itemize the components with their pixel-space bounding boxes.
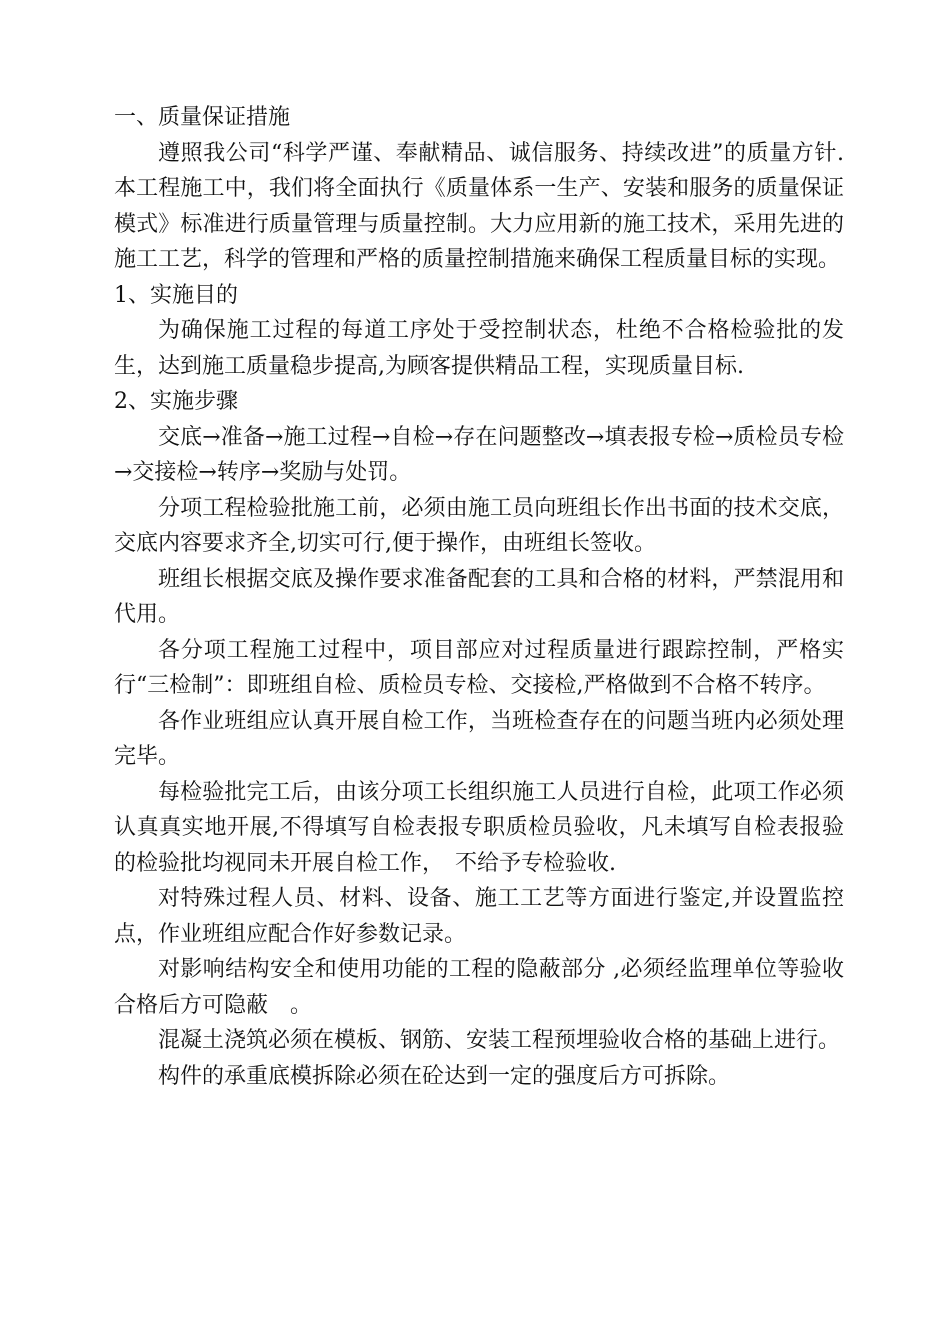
paragraph-quality-policy: 遵照我公司“科学严谨、奉献精品、诚信服务、持续改进”的质量方针.本工程施工中，我们将全面执行《质量体系一生产、安装和服务的质量保证模式》标准进行质量管理与质量控制。大力应用新的施工技术，采用先进的施工工艺，科学的管理和严格的质量控制措施来确保工程质量目标的实现。 <box>114 140 844 272</box>
paragraph-concrete-pouring: 混凝土浇筑必须在模板、钢筋、安装工程预埋验收合格的基础上进行。 <box>158 1028 841 1053</box>
paragraph-batch-inspection: 每检验批完工后，由该分项工长组织施工人员进行自检，此项工作必须认真真实地开展,不得填写自检表报专职质检员验收，凡未填写自检表报验的检验批均视同未开展自检工作， 不给予专检验收. <box>114 779 844 876</box>
section-heading-steps: 2、实施步骤 <box>114 389 238 414</box>
paragraph-formwork-removal: 构件的承重底模拆除必须在砼达到一定的强度后方可拆除。 <box>158 1063 731 1089</box>
paragraph-technical-briefing: 分项工程检验批施工前，必须由施工员向班组长作出书面的技术交底，交底内容要求齐全,切实可行,便于操作，由班组长签收。 <box>114 495 844 556</box>
section-heading-quality-measures: 一、质量保证措施 <box>114 105 291 130</box>
paragraph-special-process: 对特殊过程人员、材料、设备、施工工艺等方面进行鉴定,并设置监控点，作业班组应配合作好参数记录。 <box>114 886 844 947</box>
paragraph-process-flow: 交底→准备→施工过程→自检→存在问题整改→填表报专检→质检员专检→交接检→转序→奖励与处罚。 <box>114 424 844 485</box>
paragraph-concealed-works: 对影响结构安全和使用功能的工程的隐蔽部分 ,必须经监理单位等验收合格后方可隐蔽 。 <box>114 957 844 1018</box>
paragraph-tools-materials: 班组长根据交底及操作要求准备配套的工具和合格的材料，严禁混用和代用。 <box>114 566 844 627</box>
paragraph-three-inspection: 各分项工程施工过程中，项目部应对过程质量进行跟踪控制，严格实行“三检制”：即班组自检、质检员专检、交接检,严格做到不合格不转序。 <box>114 637 844 698</box>
paragraph-purpose: 为确保施工过程的每道工序处于受控制状态，杜绝不合格检验批的发生，达到施工质量稳步提高,为顾客提供精品工程，实现质量目标. <box>114 318 844 379</box>
paragraph-self-inspection: 各作业班组应认真开展自检工作，当班检查存在的问题当班内必须处理完毕。 <box>114 708 844 769</box>
document-body <box>114 100 844 1094</box>
section-heading-purpose: 1、实施目的 <box>114 282 238 308</box>
